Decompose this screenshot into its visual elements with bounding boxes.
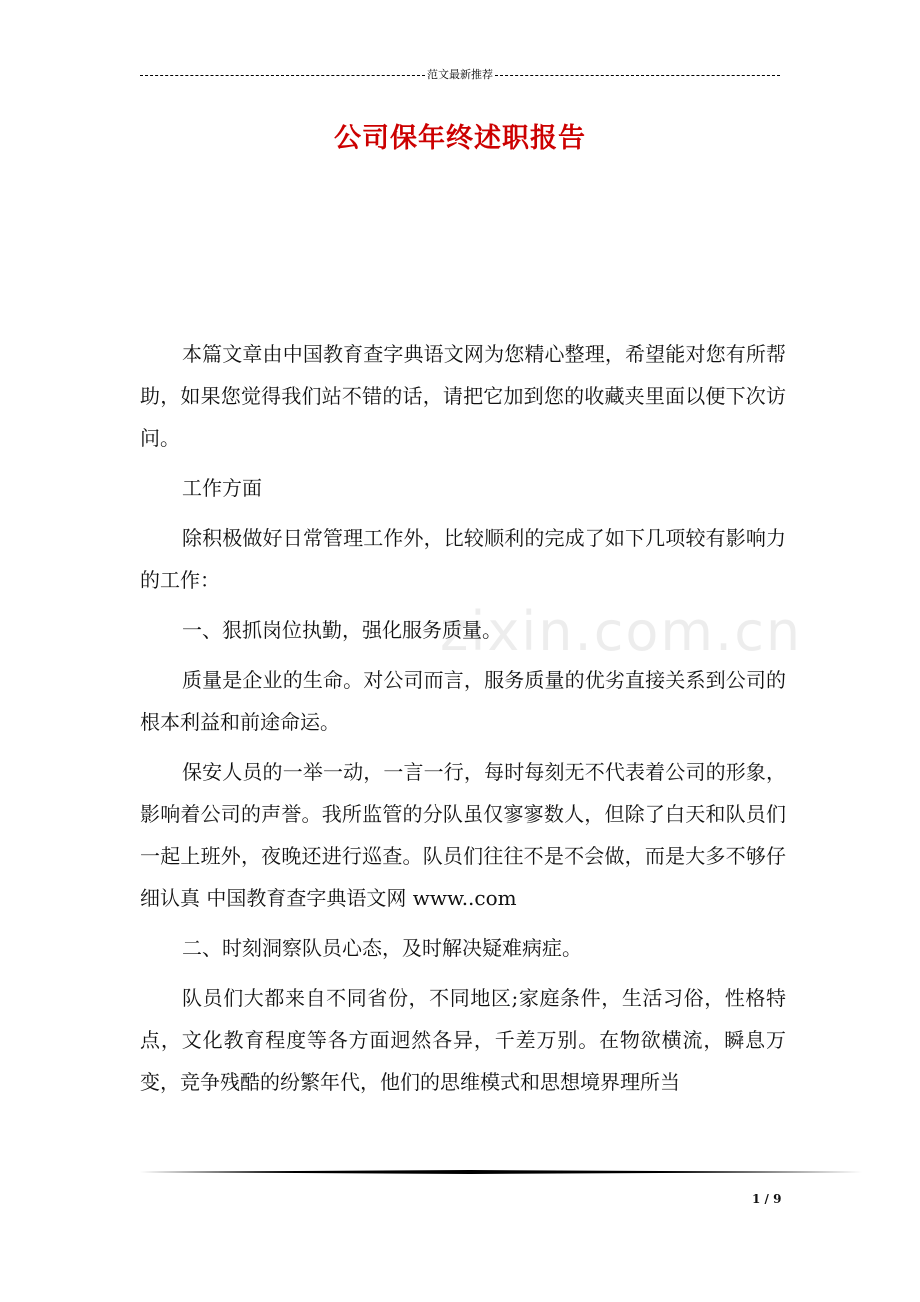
section-heading-one: 一、狠抓岗位执勤，强化服务质量。	[182, 618, 502, 642]
paragraph-quality: 质量是企业的生命。对公司而言，服务质量的优劣直接关系到公司的根本利益和前途命运。	[140, 668, 786, 734]
paragraph-work-summary: 除积极做好日常管理工作外，比较顺利的完成了如下几项较有影响力的工作：	[140, 526, 786, 592]
header-dash-left	[140, 75, 425, 76]
section-heading-two: 二、时刻洞察队员心态，及时解决疑难病症。	[182, 936, 582, 960]
footer-rule	[140, 1170, 862, 1174]
header-dash-right	[495, 75, 780, 76]
document-body	[140, 333, 786, 1111]
document-title: 公司保年终述职报告	[334, 123, 586, 154]
page-number: 1 / 9	[752, 1192, 782, 1206]
page-header	[140, 67, 780, 83]
paragraph-intro: 本篇文章由中国教育查字典语文网为您精心整理，希望能对您有所帮助，如果您觉得我们站不错的话，请把它加到您的收藏夹里面以便下次访问。	[140, 342, 786, 450]
header-text: 范文最新推荐	[427, 68, 493, 81]
section-heading-work: 工作方面	[182, 476, 262, 500]
watermark: zixin.com.cn	[440, 600, 803, 663]
paragraph-team-members: 队员们大都来自不同省份，不同地区;家庭条件，生活习俗，性格特点，文化教育程度等各方面迥然各异，千差万别。在物欲横流，瞬息万变，竞争残酷的纷繁年代，他们的思维模式和思想境界理所当	[140, 986, 786, 1094]
paragraph-security-staff: 保安人员的一举一动，一言一行，每时每刻无不代表着公司的形象，影响着公司的声誉。我所监管的分队虽仅寥寥数人，但除了白天和队员们一起上班外，夜晚还进行巡查。队员们往往不是不会做，而是大多不够仔细认真 中国教育查字典语文网 www..com	[140, 760, 786, 910]
